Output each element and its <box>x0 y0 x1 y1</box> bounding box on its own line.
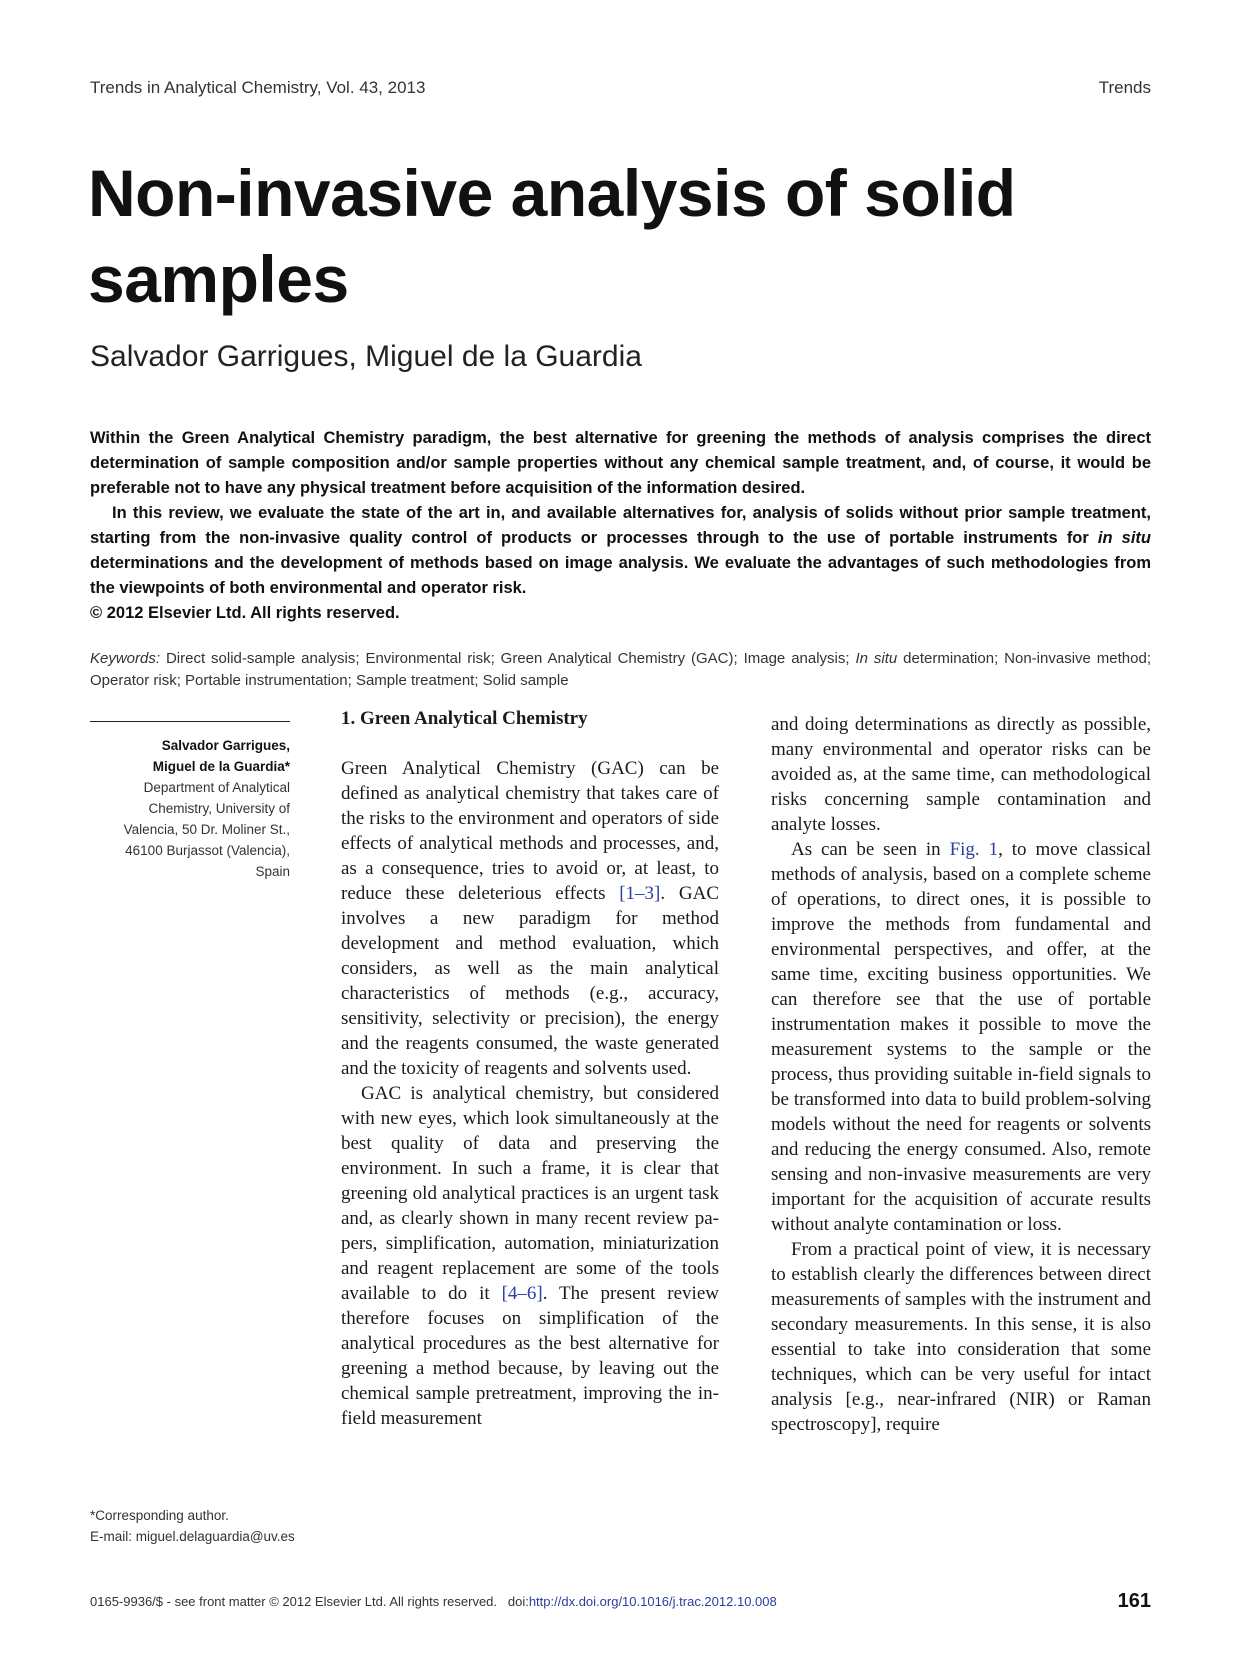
body-column-left <box>341 706 719 1431</box>
article-title: Non-invasive analysis of solid samples <box>88 156 1016 316</box>
keywords: Keywords: Direct solid-sample analysis; Environmental risk; Green Analytical Chemistry (GAC); Image analysis; In situ determination; Non-invasive method; Operator risk; Portable instrumentation; Sample treatment; Solid sample <box>90 650 1151 689</box>
copyright-line: © 2012 Elsevier Ltd. All rights reserved. <box>90 604 400 622</box>
author-divider <box>90 721 290 722</box>
body-column-right <box>771 712 1151 1437</box>
section-heading: 1. Green Analytical Chemistry <box>341 708 588 729</box>
author-affiliation: Salvador Garrigues, Miguel de la Guardia* Department of Analytical Chemistry, University of Valencia, 50 Dr. Moliner St., 46100 Burjassot (Valencia), Spain <box>123 738 290 879</box>
reference-link[interactable]: [1–3] <box>619 883 661 904</box>
body-paragraph: and doing determinations as directly as possible, many environmental and operator risks can be avoided as, at the same time, can methodological risks concerning sample contamination and analyte losses. <box>771 714 1151 835</box>
abstract <box>90 426 1151 626</box>
journal-citation: Trends in Analytical Chemistry, Vol. 43, 2013 <box>90 78 426 97</box>
body-paragraph: Green Analytical Chemistry (GAC) can be defined as analytical chemistry that takes care of the risks to the environment and operators of side effects of analytical methods and processes, and, as a consequence, tries to avoid or, at least, to reduce these deleterious effects [1–3]. GAC involves a new paradigm for method development and method evaluation, which considers, as well as the main analytical characteristics of methods (e.g., accuracy, sensitivity, selectivity or precision), the energy and the reagents consumed, the waste generated and the toxicity of reagents and solvents used. <box>341 758 719 1079</box>
abstract-paragraph-1: Within the Green Analytical Chemistry paradigm, the best alternative for greening the methods of analysis comprises the direct determination of sample composition and/or sample properties without any chemical sample treatment, and, of course, it would be preferable not to have any physical treatment before acquisition of the information desired. <box>90 429 1151 497</box>
author-email[interactable]: E-mail: miguel.delaguardia@uv.es <box>90 1529 295 1544</box>
body-paragraph: GAC is analytical chemistry, but considered with new eyes, which look simultaneously at the best quality of data and preserving the environment. In such a frame, it is clear that greening old analytical practices is an urgent task and, as clearly shown in many recent review papers, simplification, automation, miniaturization and reagent replacement are some of the tools available to do it [4–6]. The present review therefore focuses on simplification of the analytical procedures as the best alternative for greening a method because, by leaving out the chemical sample pretreatment, improving the in-field measurement <box>341 1083 719 1429</box>
figure-link[interactable]: Fig. 1 <box>949 839 999 860</box>
reference-link[interactable]: [4–6] <box>501 1283 543 1304</box>
body-paragraph: As can be seen in Fig. 1, to move classical methods of analysis, based on a complete scheme of operations, to direct ones, it is possible to improve the methods from fundamental and environmental perspectives, and offer, at the same time, exciting business opportunities. We can therefore see that the use of portable instrumentation makes it possible to move the measurement systems to the sample or the process, thus providing suitable in-field signals to be transformed into data to build problem-solving models without the need for reagents or solvents and reducing the energy consumed. Also, remote sensing and non-invasive measurements are very important for the acquisition of accurate results without analyte contamination or loss. <box>771 839 1151 1235</box>
running-head <box>90 78 1151 102</box>
footer-front-matter: 0165-9936/$ - see front matter © 2012 Elsevier Ltd. All rights reserved. doi:http://dx.doi.org/10.1016/j.trac.2012.10.008 <box>90 1594 777 1609</box>
corresponding-author-footnote: *Corresponding author. E-mail: miguel.delaguardia@uv.es <box>90 1505 340 1547</box>
section-label: Trends <box>1098 78 1151 97</box>
abstract-paragraph-2: In this review, we evaluate the state of the art in, and available alternatives for, analysis of solids without prior sample treatment, starting from the non-invasive quality control of products or processes through to the use of portable instruments for in situ determinations and the development of methods based on image analysis. We evaluate the advantages of such methodologies from the viewpoints of both environmental and operator risk. <box>90 504 1151 597</box>
page-number: 161 <box>1117 1590 1151 1612</box>
abstract-italic-term: in situ <box>1097 529 1151 547</box>
doi-link[interactable]: http://dx.doi.org/10.1016/j.trac.2012.10.008 <box>528 1594 777 1609</box>
keywords-label: Keywords: <box>90 650 161 667</box>
body-paragraph: From a practical point of view, it is necessary to establish clearly the differences between direct measurements of samples with the instrument and secondary measurements. In this sense, it is also essential to take into consideration that some techniques, which can be very useful for intact analysis [e.g., near-infrared (NIR) or Raman spectroscopy], require <box>771 1239 1151 1435</box>
article-authors: Salvador Garrigues, Miguel de la Guardia <box>90 340 642 373</box>
page-footer <box>90 1590 1151 1620</box>
